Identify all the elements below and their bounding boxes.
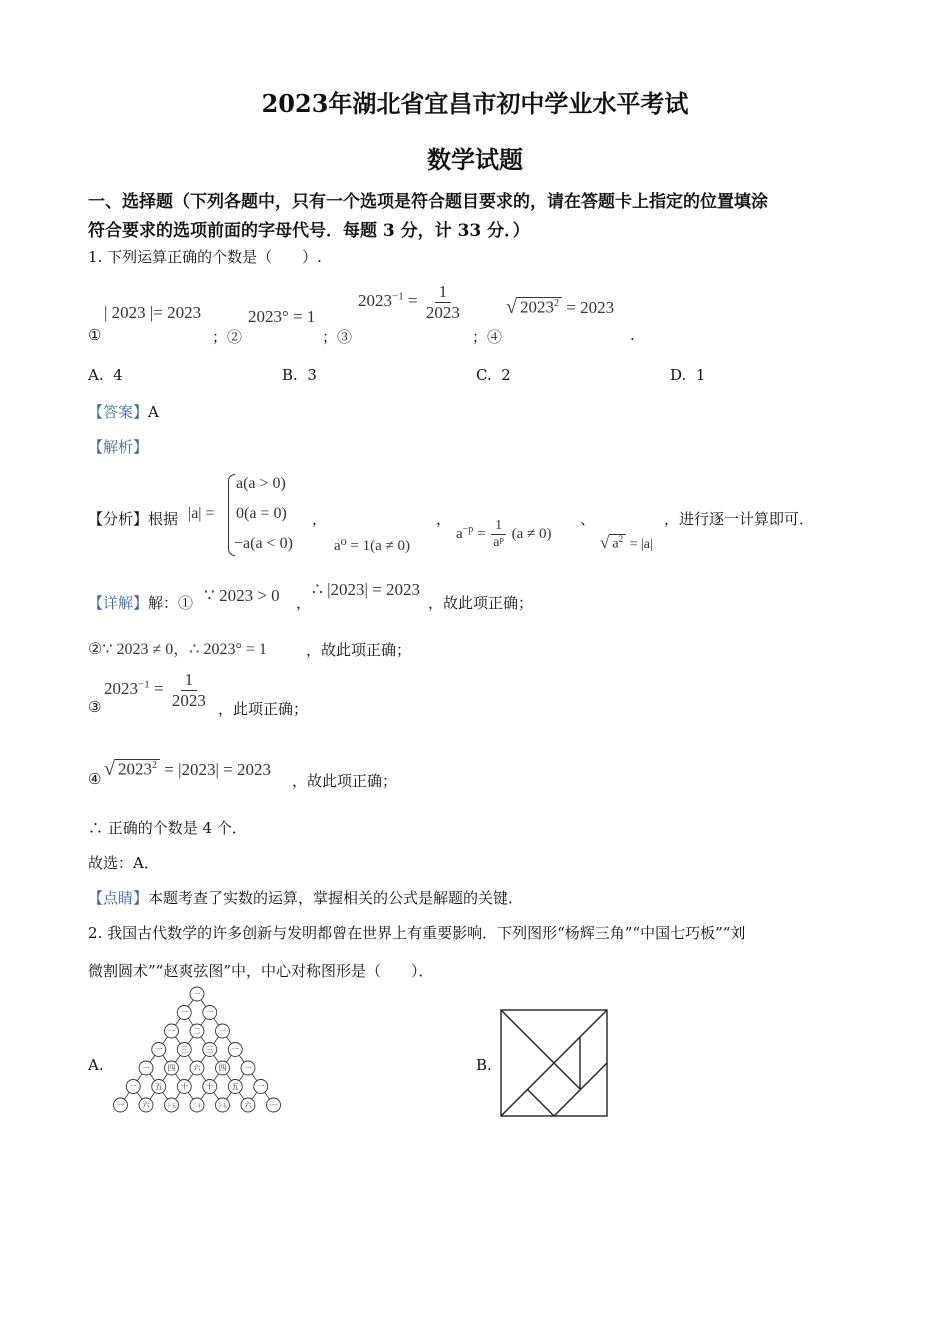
triangle-node-label: 一 <box>193 989 201 999</box>
triangle-node-label: 十五 <box>166 1103 177 1110</box>
q1-detail-4-end: ，故此项正确； <box>292 772 398 790</box>
q1-circle-1: ① <box>88 326 102 344</box>
triangle-node-label: 一 <box>142 1063 150 1073</box>
q1-end: . <box>630 326 635 344</box>
triangle-node-label: 一 <box>218 1026 227 1036</box>
q1-detail-3-circle: ③ <box>88 698 102 716</box>
tangram-edge-small <box>527 1089 554 1116</box>
triangle-node-label: 五 <box>155 1082 163 1092</box>
q1-answer: 【答案】A <box>88 403 159 421</box>
q1-detail-1: 【详解】解：① <box>88 594 194 612</box>
triangle-node-label: 六 <box>142 1100 150 1110</box>
triangle-node-label: 十五 <box>217 1103 228 1110</box>
q1-comma-1: ， <box>312 510 328 528</box>
triangle-node-label: 一 <box>257 1082 265 1092</box>
q1-expr-1: | 2023 |= 2023 <box>104 303 202 322</box>
q1-option-b: B. 3 <box>282 366 317 384</box>
triangle-node-label: 二十 <box>191 1103 203 1110</box>
q1-sep-2: ；② <box>212 328 243 346</box>
tangram-figure <box>500 1009 608 1117</box>
triangle-node-label: 一 <box>167 1026 176 1036</box>
triangle-node-label: 一 <box>231 1045 239 1055</box>
q1-comma-2: ， <box>436 510 452 528</box>
q1-detail-2-math: ②∵ 2023 ≠ 0，∴ 2023° = 1 <box>88 641 267 658</box>
triangle-node-label: 六 <box>193 1063 201 1073</box>
q1-detail-2-end: ，故此项正确； <box>306 641 412 659</box>
triangle-node-label: 一 <box>116 1100 125 1110</box>
triangle-node-label: 十 <box>180 1082 188 1092</box>
q1-detail-1-math-b: ∴ |2023| = 2023 <box>312 580 420 599</box>
section-heading-line1: 一、选择题（下列各题中，只有一个选项是符合题目要求的，请在答题卡上指定的位置填涂 <box>88 192 768 212</box>
q1-detail-1-end: ，故此项正确； <box>428 594 534 612</box>
q2-option-a-label: A. <box>88 1056 104 1074</box>
triangle-node-label: 三 <box>206 1045 214 1055</box>
q1-option-c: C. 2 <box>476 366 511 384</box>
q1-fenxi-end: ，进行逐一计算即可． <box>664 510 815 528</box>
page-subtitle: 数学试题 <box>427 145 523 174</box>
q1-analysis-label: 【解析】 <box>88 438 149 456</box>
q2-stem-line1: 2. 我国古代数学的许多创新与发明都曾在世界上有重要影响．下列图形“杨辉三角”“中国七巧板”“刘 <box>88 924 746 942</box>
triangle-node-label: 四 <box>167 1063 176 1073</box>
triangle-node-label: 五 <box>231 1082 239 1092</box>
q1-dianjing: 【点睛】本题考查了实数的运算，掌握相关的公式是解题的关键． <box>88 889 524 907</box>
q1-conclusion: ∴ 正确的个数是 4 个． <box>88 819 247 837</box>
q1-abs-a: |a| = <box>188 505 215 522</box>
q1-sep-4: ；④ <box>472 328 503 346</box>
tangram-diagonal-main <box>501 1010 554 1063</box>
section-heading-line2: 符合要求的选项前面的字母代号．每题 3 分，计 33 分．） <box>88 221 530 241</box>
q1-expr-3: $2023^{-1}$ = $\frac{1}{2023}$ <box>358 282 460 322</box>
q1-detail-4-math: √ 2023$^2$ = |2023| = 2023 <box>104 758 271 780</box>
q1-fenxi: 【分析】根据 <box>88 510 179 528</box>
q2-stem-line2: 微割圆术”“赵爽弦图”中，中心对称图形是（ ）． <box>88 962 434 980</box>
page-title: 2023年湖北省宜昌市初中学业水平考试 <box>261 89 689 118</box>
q1-dun: 、 <box>580 510 596 528</box>
triangle-node-label: 十 <box>206 1082 214 1092</box>
q1-neg-power: $a^{-p}$ = $\frac{1}{\text{aᵖ}}$ (a ≠ 0) <box>456 518 552 551</box>
q1-sqrt-a: √ $a^2 = |a|$ <box>600 533 653 552</box>
q1-case-2: 0(a = 0) <box>236 505 287 522</box>
q1-option-a: A. 4 <box>88 366 123 384</box>
triangle-node-label: 一 <box>155 1045 163 1055</box>
triangle-node-label: 一 <box>129 1082 137 1092</box>
triangle-node-label: 四 <box>218 1063 227 1073</box>
q1-detail-3-math: $2023^{-1}$ = $\frac{1}{2023}$ <box>104 670 206 710</box>
q1-option-d: D. 1 <box>670 366 706 384</box>
tangram-edge-middle <box>554 1063 580 1089</box>
q1-detail-1-math-a: ∵ 2023 > 0 <box>204 586 280 605</box>
triangle-node-label: 六 <box>244 1100 252 1110</box>
triangle-node-label: 一 <box>269 1100 278 1110</box>
q1-case-1: a(a > 0) <box>236 475 286 492</box>
q1-choose: 故选：A． <box>88 854 159 872</box>
q1-detail-4-circle: ④ <box>88 770 102 788</box>
q1-stem: 1. 下列运算正确的个数是（ ）. <box>88 248 322 266</box>
q1-sep-3: ；③ <box>322 328 353 346</box>
q2-option-b-label: B. <box>476 1056 492 1074</box>
triangle-node-label: 一 <box>206 1008 214 1018</box>
q1-case-3: −a(a < 0) <box>234 535 293 552</box>
triangle-node-label: 一 <box>180 1008 188 1018</box>
triangle-node-label: 三 <box>180 1045 188 1055</box>
q1-zero-power: a⁰ = 1(a ≠ 0) <box>334 538 411 554</box>
q1-expr-4: √ 2023$^2$ = 2023 <box>506 296 615 318</box>
q1-detail-1-comma: ， <box>296 594 312 612</box>
yanghui-triangle-figure <box>104 984 290 1118</box>
q1-detail-3-end: ，此项正确； <box>218 700 309 718</box>
q1-expr-2: 2023° = 1 <box>248 307 316 326</box>
triangle-node-label: 一 <box>244 1063 252 1073</box>
triangle-node-label: 二 <box>193 1026 201 1036</box>
